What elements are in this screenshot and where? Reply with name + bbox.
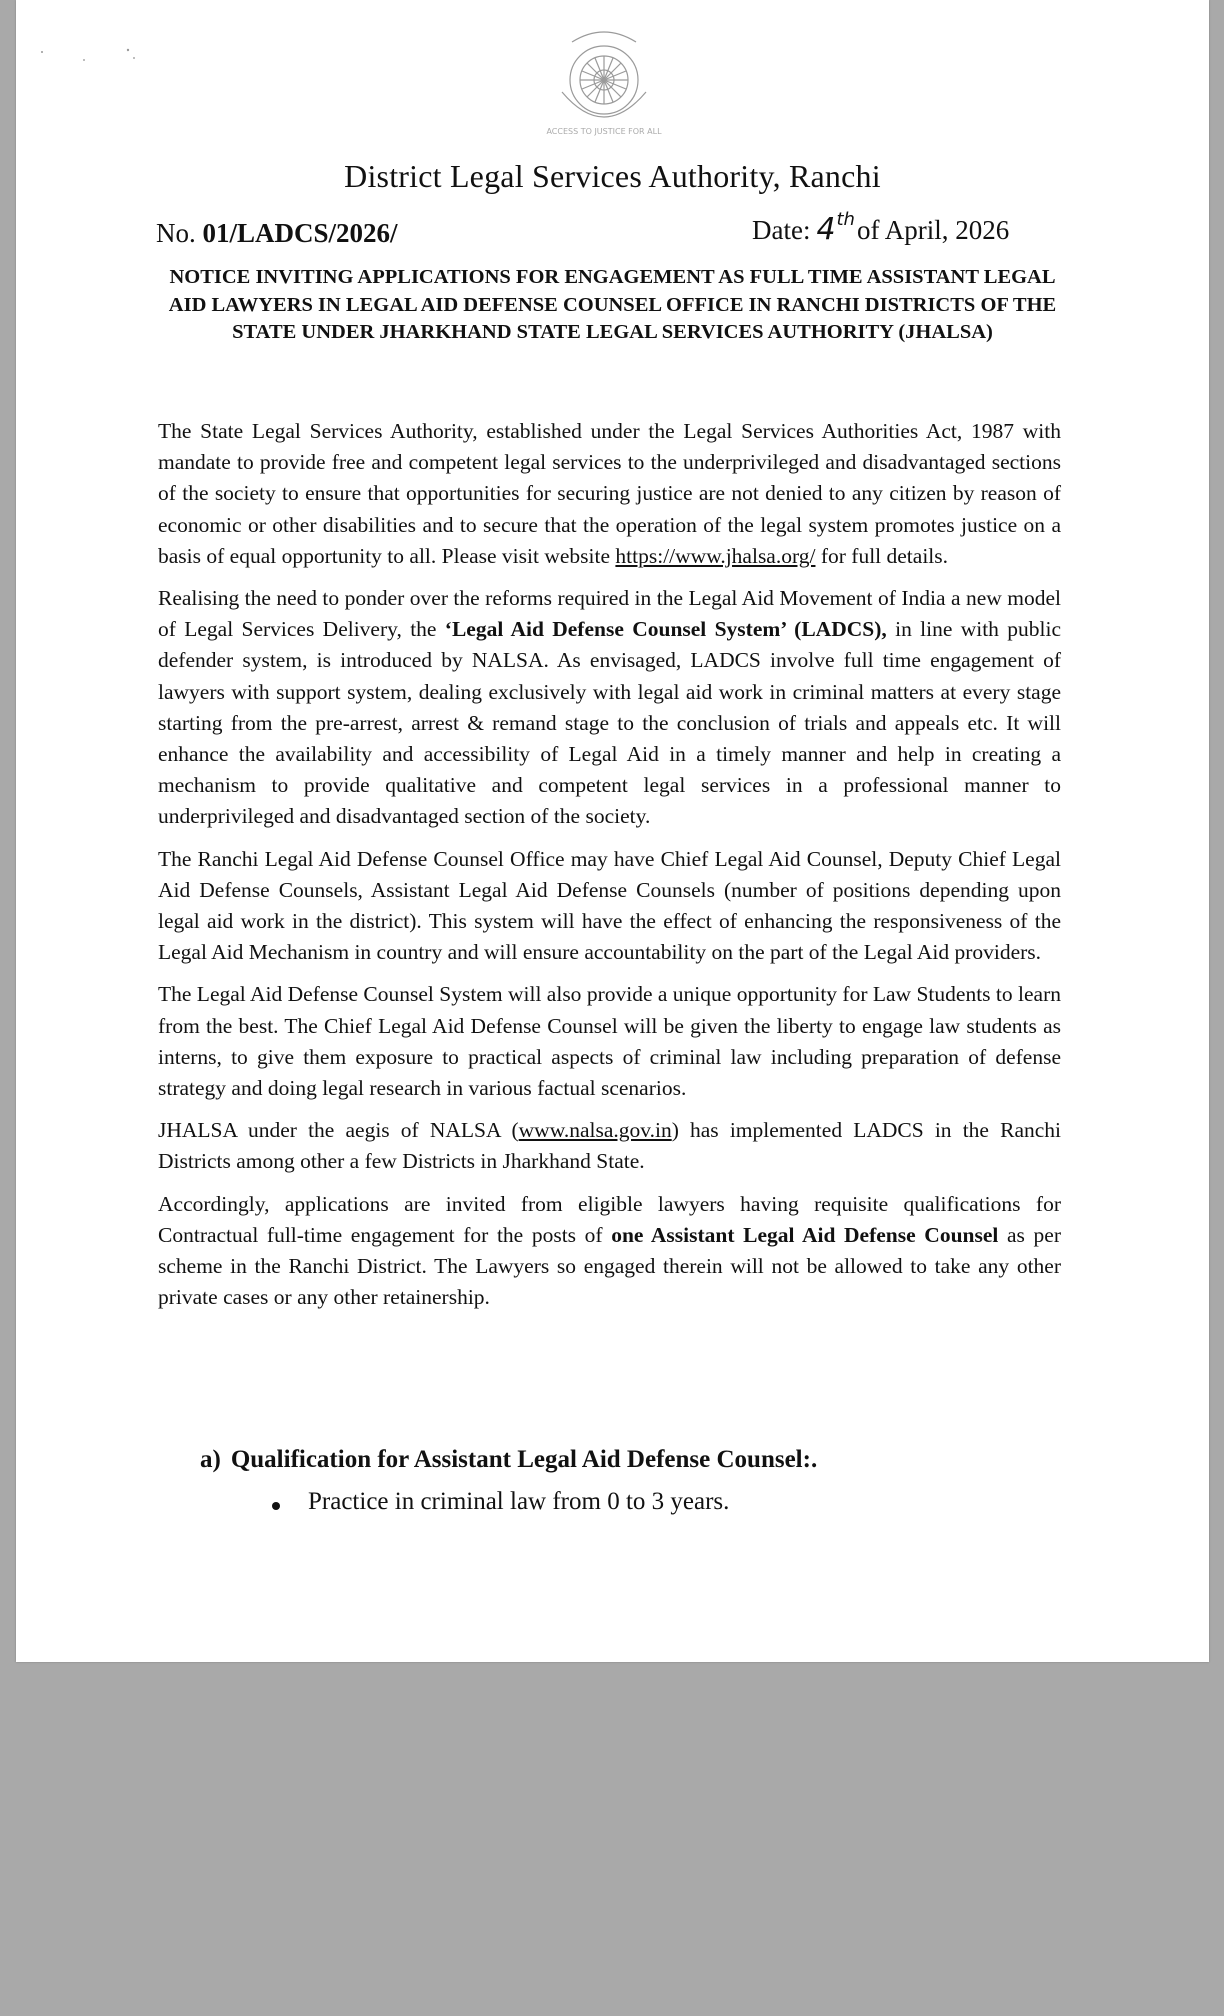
paragraph-4: The Legal Aid Defense Counsel System will also provide a unique opportunity for Law Students to learn from the best. The Chief Legal Aid Defense Counsel will be given the liberty to engage law students as interns, to give them exposure to practical aspects of criminal law including preparation of defense strategy and doing legal research in various factual scenarios. — [158, 982, 1061, 1101]
svg-text:ACCESS TO JUSTICE FOR ALL: ACCESS TO JUSTICE FOR ALL — [546, 127, 662, 136]
bullet-icon — [272, 1502, 280, 1510]
paragraph-2: Realising the need to ponder over the reforms required in the Legal Aid Movement of India a new model of Legal Services Delivery, the ‘Legal Aid Defense Counsel System’ (LADCS), in line with public defender system, is introduced by NALSA. As envisaged, LADCS involve full time engagement of lawyers with support system, dealing exclusively with legal aid work in criminal matters at every stage starting from the pre-arrest, arrest & remand stage to the conclusion of trials and appeals etc. It will enhance the availability and accessibility of Legal Aid in a timely manner and help in creating a mechanism to provide qualitative and competent legal services in a professional manner to underprivileged and disadvantaged section of the society. — [158, 586, 1061, 829]
qualification-heading: a) Qualification for Assistant Legal Aid Defense Counsel:. — [200, 1446, 818, 1473]
scan-specks — [36, 40, 156, 70]
paragraph-6: Accordingly, applications are invited from eligible lawyers having requisite qualifications for Contractual full-time engagement for the posts of one Assistant Legal Aid Defense Counsel as per scheme in the Ranchi District. The Lawyers so engaged therein will not be allowed to take any other private cases or any other retainership. — [158, 1191, 1061, 1310]
reference-number: No. 01/LADCS/2026/ — [156, 218, 398, 248]
qualification-item: Practice in criminal law from 0 to 3 years. — [278, 1488, 729, 1516]
document-page — [16, 0, 1209, 1662]
jhalsa-website-link[interactable]: https://www.jhalsa.org/ — [615, 543, 816, 568]
notice-date: Date: 4thof April, 2026 — [752, 209, 1010, 247]
nalsa-website-link[interactable]: www.nalsa.gov.in — [518, 1118, 672, 1143]
paragraph-3: The Ranchi Legal Aid Defense Counsel Office may have Chief Legal Aid Counsel, Deputy Chief Legal Aid Defense Counsels, Assistant Legal Aid Defense Counsels (number of positions depending upon legal aid work in the district). This system will have the effect of enhancing the responsiveness of the Legal Aid Mechanism in country and will ensure accountability on the part of the Legal Aid providers. — [158, 846, 1061, 965]
authority-heading: District Legal Services Authority, Ranchi — [344, 158, 881, 194]
paragraph-5: JHALSA under the aegis of NALSA (www.nalsa.gov.in) has implemented LADCS in the Ranchi Districts among other a few Districts in Jharkhand State. — [158, 1118, 1061, 1174]
handwritten-day: 4 — [816, 212, 836, 247]
notice-body — [158, 416, 1061, 1324]
paragraph-1: The State Legal Services Authority, established under the Legal Services Authorities Act, 1987 with mandate to provide free and competent legal services to the underprivileged and disadvantaged sections of the society to ensure that opportunities for securing justice are not denied to any citizen by reason of economic or other disabilities and to secure that the operation of the legal system promotes justice on a basis of equal opportunity to all. Please visit website https://www.jhalsa.org/ for full details. — [158, 419, 1061, 568]
nalsa-emblem-icon — [544, 22, 664, 146]
notice-title: NOTICE INVITING APPLICATIONS FOR ENGAGEMENT AS FULL TIME ASSISTANT LEGAL AID LAWYERS IN LEGAL AID DEFENSE COUNSEL OFFICE IN RANCHI DISTRICTS OF THE STATE UNDER JHARKHAND STATE LEGAL SERVICES AUTHORITY (JHALSA) — [168, 266, 1057, 343]
